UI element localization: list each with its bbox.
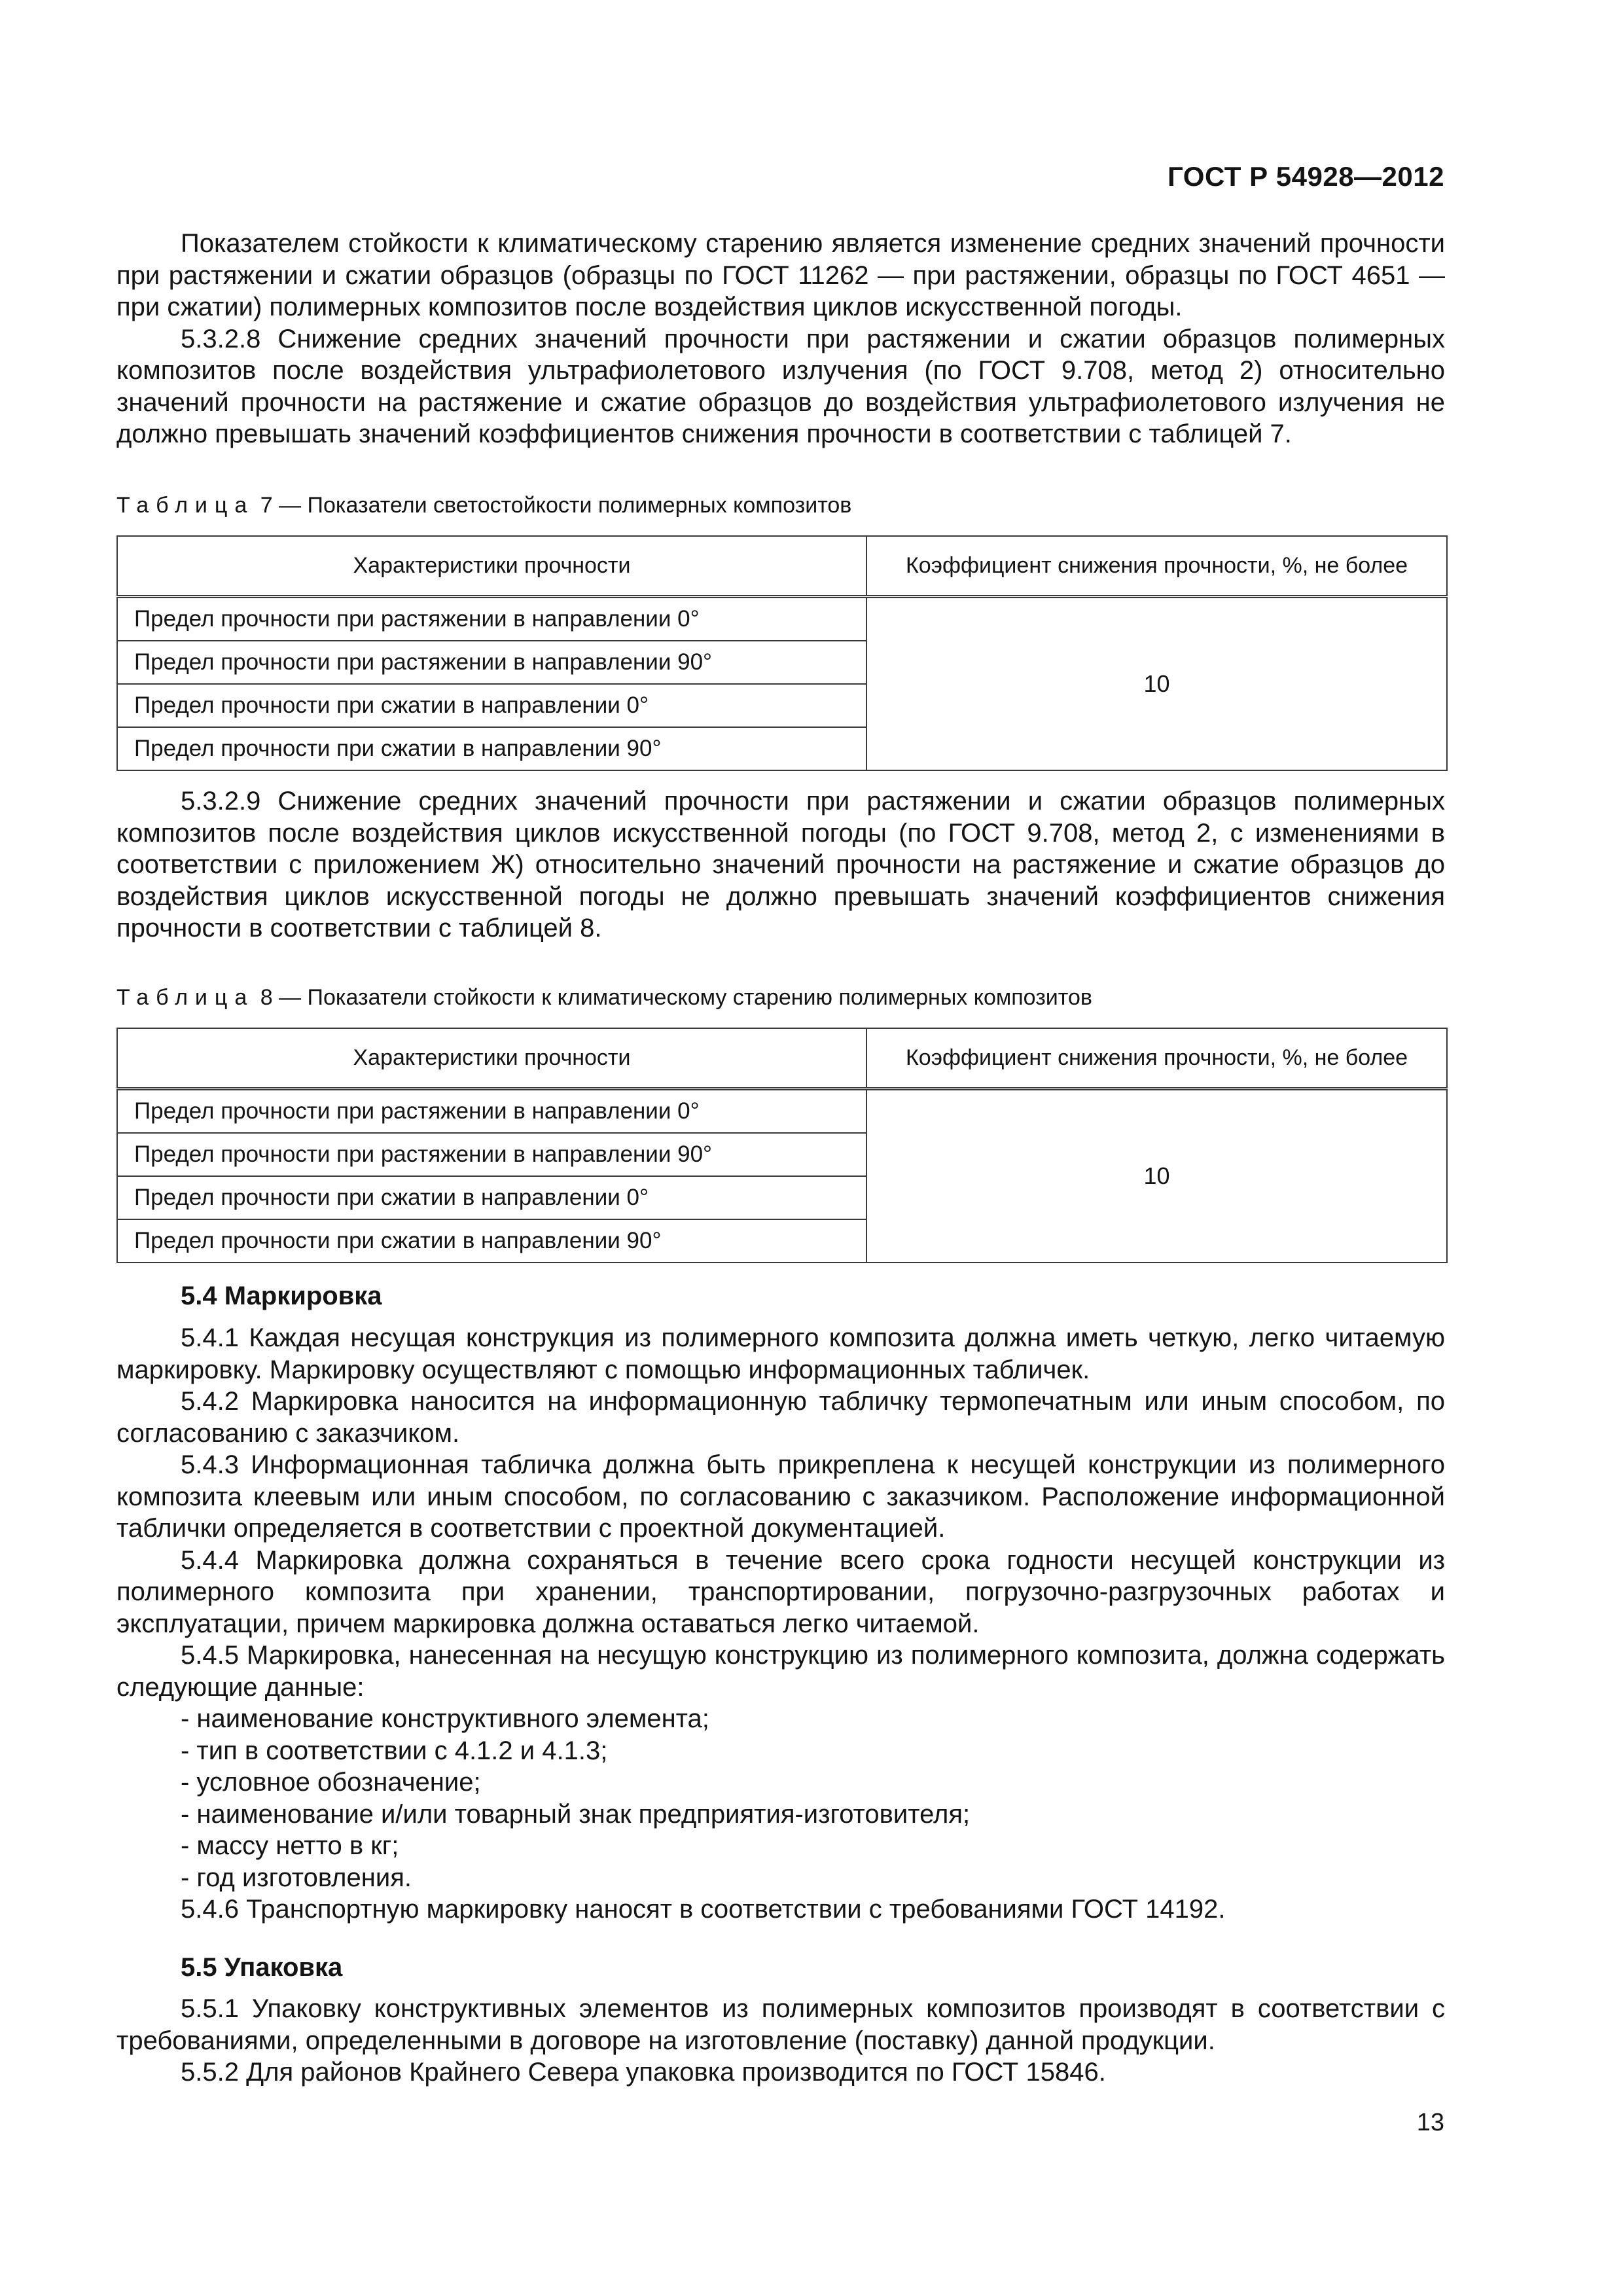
table-row (117, 1089, 1447, 1134)
paragraph-climatic-aging: Показателем стойкости к климатическому старению является изменение средних значений прочности при растяжении и сжатии образцов (образцы по ГОСТ 11262 — при растяжении, образцы по ГОСТ 4651 — при сжатии) полимерных композитов после воздействия циклов искусственной погоды. (116, 229, 1445, 321)
paragraph-5-3-2-9: 5.3.2.9 Снижение средних значений прочности при растяжении и сжатии образцов полимерных композитов после воздействия циклов искусственной погоды (по ГОСТ 9.708, метод 2, с изменениями в соответствии с приложением Ж) относительно значений прочности на растяжение и сжатие образцов до воздействия циклов искусственной погоды не должно превышать значений коэффициентов снижения прочности в соответствии с таблицей 8. (116, 787, 1445, 942)
paragraph-5-3-2-8: 5.3.2.8 Снижение средних значений прочности при растяжении и сжатии образцов полимерных композитов после воздействия ультрафиолетового излучения (по ГОСТ 9.708, метод 2) относительно значений прочности на растяжение и сжатие образцов до воздействия ультрафиолетового излучения не должно превышать значений коэффициентов снижения прочности в соответствии с таблицей 7. (116, 324, 1445, 448)
list-item: - тип в соответствии с 4.1.2 и 4.1.3; (181, 1736, 608, 1765)
paragraph-5-4-1: 5.4.1 Каждая несущая конструкция из полимерного композита должна иметь четкую, легко читаемую маркировку. Маркировку осуществляют с помощью информационных табличек. (116, 1323, 1445, 1384)
table-7 (116, 535, 1448, 771)
column-header-coefficient: Коэффициент снижения прочности, %, не более (866, 1028, 1447, 1089)
table-8-caption (116, 984, 1092, 1011)
table-cell: Предел прочности при сжатии в направлении 0° (117, 1176, 866, 1219)
table-7-caption (116, 492, 851, 518)
list-item: - наименование и/или товарный знак предприятия-изготовителя; (181, 1799, 971, 1829)
table-cell: Предел прочности при растяжении в направлении 90° (117, 1133, 866, 1176)
list-item: - наименование конструктивного элемента; (181, 1704, 709, 1733)
table-8-caption-word: Таблица (116, 985, 255, 1010)
paragraph-5-4-3: 5.4.3 Информационная табличка должна быть прикреплена к несущей конструкции из полимерного композита клеевым или иным способом, по согласованию с заказчиком. Расположение информационной таблички определяется в соответствии с проектной документацией. (116, 1450, 1445, 1543)
column-header-coefficient: Коэффициент снижения прочности, %, не более (866, 536, 1447, 597)
column-header-characteristics: Характеристики прочности (117, 536, 866, 597)
list-item: - условное обозначение; (181, 1768, 481, 1797)
section-5-5-text (116, 1993, 1445, 2089)
document-code: ГОСТ Р 54928—2012 (1168, 161, 1444, 192)
section-5-4-heading: 5.4 Маркировка (181, 1282, 382, 1310)
table-cell: Предел прочности при растяжении в направлении 90° (117, 641, 866, 684)
paragraph-5-3-2-9-block (116, 785, 1445, 944)
paragraph-5-4-4: 5.4.4 Маркировка должна сохраняться в течение всего срока годности несущей конструкции из полимерного композита при хранении, транспортировании, погрузочно-разгрузочных работах и эксплуатации, причем маркировка должна оставаться легко читаемой. (116, 1545, 1445, 1638)
table-row (117, 597, 1447, 641)
paragraph-5-5-2: 5.5.2 Для районов Крайнего Севера упаковка производится по ГОСТ 15846. (181, 2058, 1106, 2087)
table-header-row (117, 1028, 1447, 1089)
table-8 (116, 1028, 1448, 1263)
coefficient-value-cell: 10 (866, 1089, 1447, 1263)
section-5-5-heading: 5.5 Упаковка (181, 1953, 343, 1982)
page-number: 13 (1416, 2109, 1444, 2136)
table-7-caption-word: Таблица (116, 493, 255, 518)
column-header-characteristics: Характеристики прочности (117, 1028, 866, 1089)
table-cell: Предел прочности при сжатии в направлении 90° (117, 727, 866, 770)
table-cell: Предел прочности при сжатии в направлении 90° (117, 1219, 866, 1263)
list-item: - массу нетто в кг; (181, 1831, 399, 1860)
table-cell: Предел прочности при растяжении в направлении 0° (117, 597, 866, 641)
table-cell: Предел прочности при сжатии в направлении 0° (117, 684, 866, 727)
table-cell: Предел прочности при растяжении в направлении 0° (117, 1089, 866, 1134)
intro-text (116, 228, 1445, 450)
paragraph-5-5-1: 5.5.1 Упаковку конструктивных элементов из полимерных композитов производят в соответствии с требованиями, определенными в договоре на изготовление (поставку) данной продукции. (116, 1994, 1445, 2055)
paragraph-5-4-5: 5.4.5 Маркировка, нанесенная на несущую конструкцию из полимерного композита, должна содержать следующие данные: (116, 1641, 1445, 1702)
table-header-row (117, 536, 1447, 597)
paragraph-5-4-2: 5.4.2 Маркировка наносится на информационную табличку термопечатным или иным способом, по согласованию с заказчиком. (116, 1387, 1445, 1448)
paragraph-5-4-6: 5.4.6 Транспортную маркировку наносят в соответствии с требованиями ГОСТ 14192. (181, 1895, 1226, 1924)
coefficient-value-cell: 10 (866, 597, 1447, 771)
section-5-4-text (116, 1322, 1445, 1926)
table-7-caption-title: 7 — Показатели светостойкости полимерных композитов (254, 493, 852, 518)
list-item: - год изготовления. (181, 1863, 412, 1892)
table-8-caption-title: 8 — Показатели стойкости к климатическому старению полимерных композитов (254, 985, 1092, 1010)
